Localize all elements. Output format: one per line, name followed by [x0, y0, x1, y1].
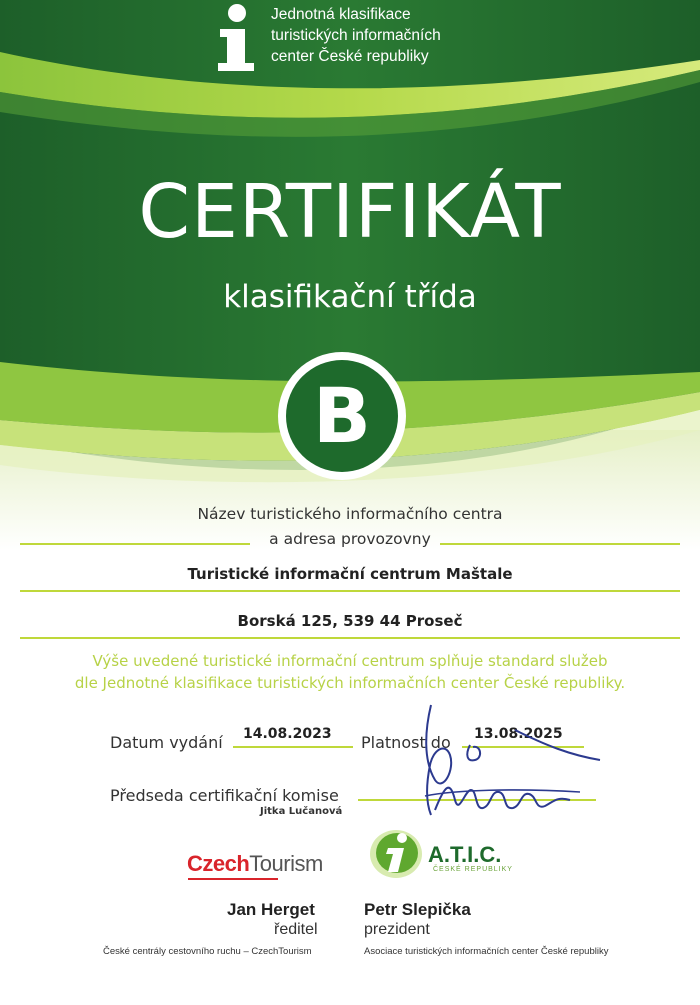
standard-statement [0, 650, 700, 694]
divider-name [20, 590, 680, 592]
left-signatory-role: ředitel [274, 921, 318, 938]
certificate-subtitle: klasifikační třída [223, 279, 477, 315]
center-name-label-1: Název turistického informačního centra [197, 505, 503, 523]
statement-line-1: Výše uvedené turistické informační centrum splňuje standard služeb [92, 652, 608, 670]
right-signatory-role: prezident [364, 921, 430, 938]
center-name: Turistické informační centrum Maštale [187, 565, 513, 583]
classification-header [271, 4, 441, 67]
signature-mark [395, 700, 615, 825]
czechtourism-underline [188, 878, 278, 880]
header-line-3: center České republiky [271, 48, 429, 65]
issued-line [233, 746, 353, 748]
class-badge [278, 352, 406, 480]
class-badge-inner [286, 360, 398, 472]
center-address: Borská 125, 539 44 Proseč [237, 612, 463, 630]
valid-date: 13.08.2025 [474, 726, 563, 742]
issued-date: 14.08.2023 [243, 726, 332, 742]
divider-left [20, 543, 250, 545]
czechtourism-logo [187, 851, 323, 877]
atic-logo-icon [368, 826, 426, 880]
issued-label: Datum vydání [110, 733, 223, 752]
info-i-icon [212, 3, 258, 73]
czechtourism-czech: Czech [187, 851, 250, 876]
committee-name: Jitka Lučanová [260, 806, 343, 817]
atic-logo-text: A.T.I.C. [428, 842, 502, 867]
right-signatory-org: Asociace turistických informačních center České republiky [364, 946, 609, 957]
atic-logo-subtext: ČESKÉ REPUBLIKY [433, 866, 513, 873]
committee-label: Předseda certifikační komise [110, 786, 339, 805]
header-line-1: Jednotná klasifikace [271, 6, 411, 23]
divider-address [20, 637, 680, 639]
header-line-2: turistických informačních [271, 27, 441, 44]
certificate-title: CERTIFIKÁT [138, 169, 562, 255]
valid-label: Platnost do [361, 733, 451, 752]
right-signatory-name: Petr Slepička [364, 900, 471, 919]
center-name-label-2: a adresa provozovny [269, 530, 431, 548]
statement-line-2: dle Jednotné klasifikace turistických informačních center České republiky. [74, 674, 626, 692]
czechtourism-tourism: Tourism [249, 851, 323, 876]
left-signatory-org: České centrály cestovního ruchu – CzechTourism [103, 946, 312, 957]
divider-right [440, 543, 680, 545]
class-letter: B [313, 371, 371, 460]
left-signatory-name: Jan Herget [227, 900, 315, 919]
